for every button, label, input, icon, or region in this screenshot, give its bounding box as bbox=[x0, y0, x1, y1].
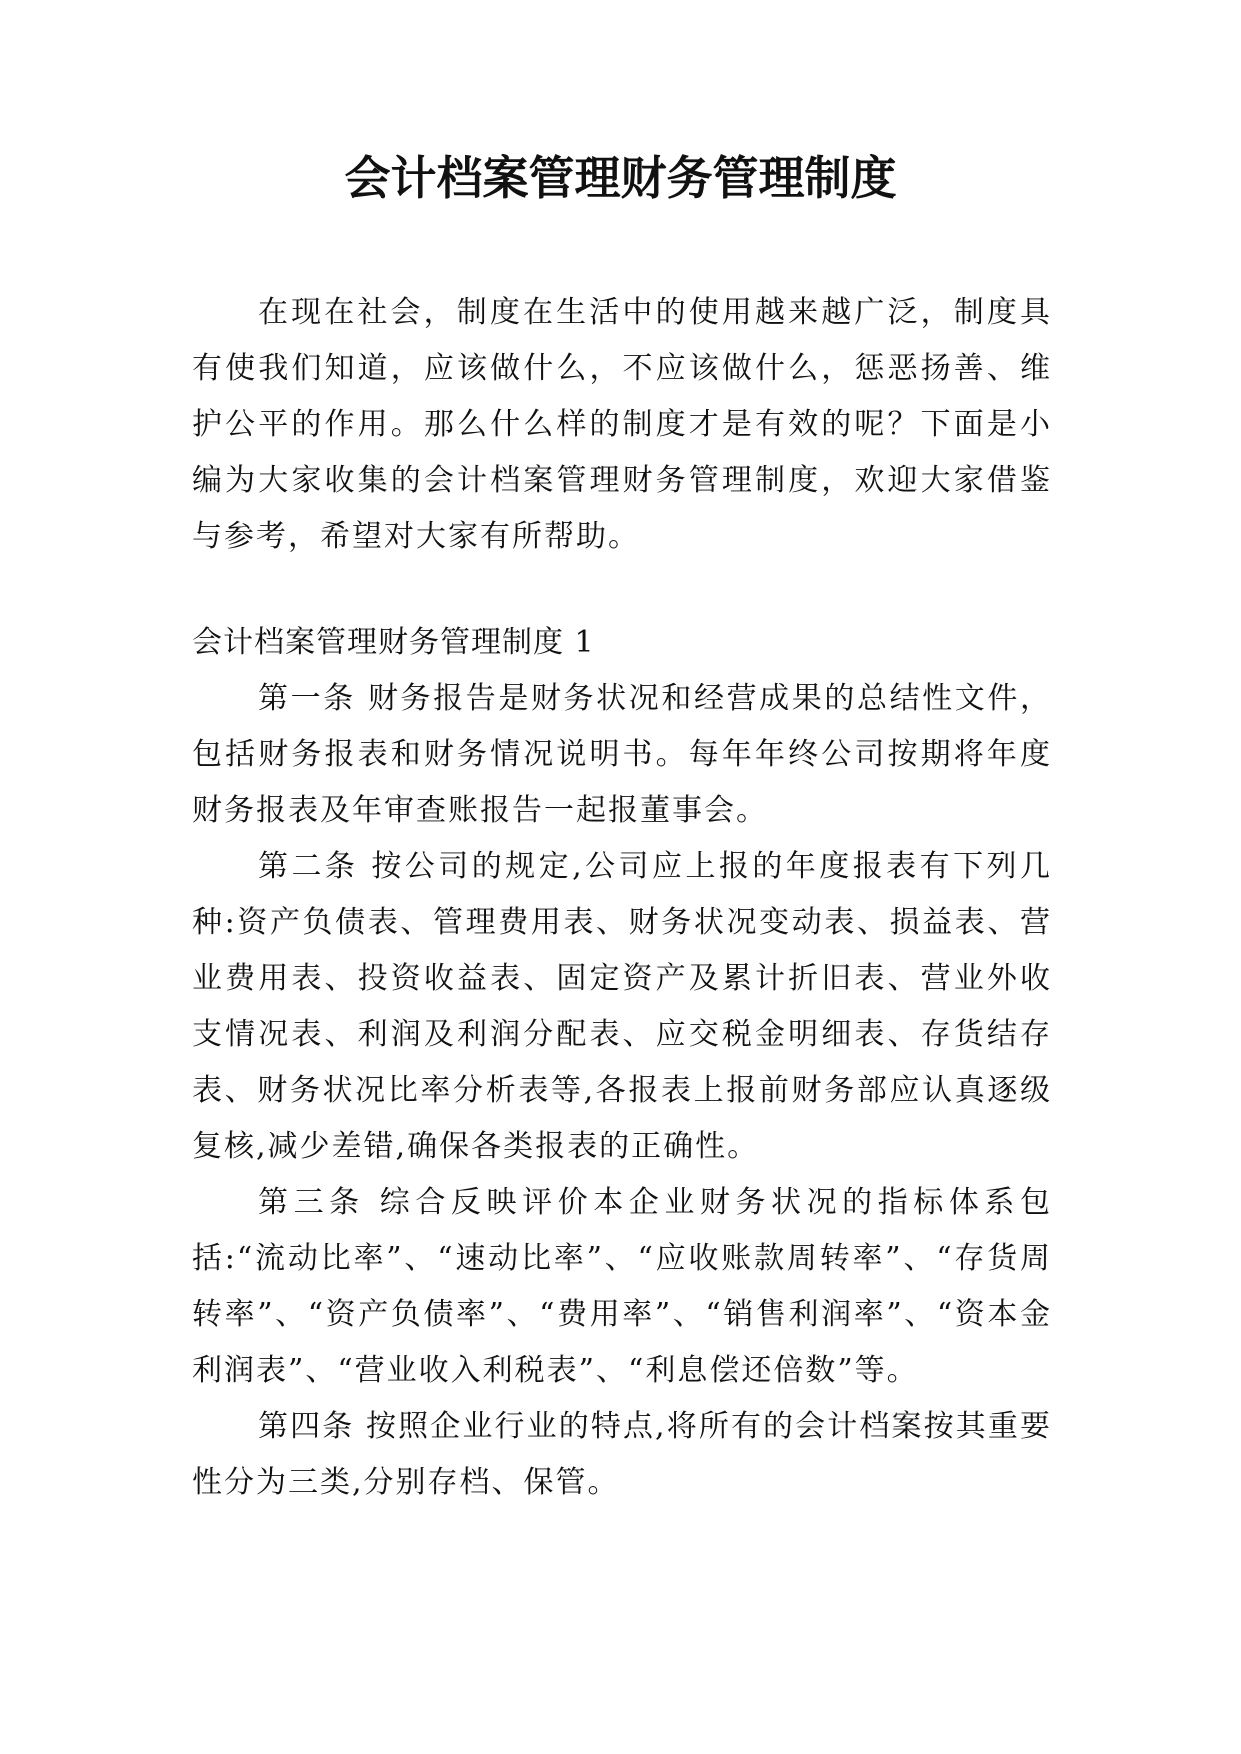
document-body bbox=[192, 285, 1052, 1511]
document-title: 会计档案管理财务管理制度 bbox=[344, 151, 897, 205]
article-2: 第二条 按公司的规定,公司应上报的年度报表有下列几种:资产负债表、管理费用表、财务状况变动表、损益表、营业费用表、投资收益表、固定资产及累计折旧表、营业外收支情况表、利润及利润分配表、应交税金明细表、存货结存表、财务状况比率分析表等,各报表上报前财务部应认真逐级复核,减少差错,确保各类报表的正确性。 bbox=[192, 849, 1052, 1164]
section-heading: 会计档案管理财务管理制度 1 bbox=[192, 625, 595, 660]
article-3: 第三条 综合反映评价本企业财务状况的指标体系包括:“流动比率”、“速动比率”、“应收账款周转率”、“存货周转率”、“资产负债率”、“费用率”、“销售利润率”、“资本金利润表”、“营业收入利税表”、“利息偿还倍数”等。 bbox=[192, 1185, 1052, 1388]
intro-paragraph: 在现在社会，制度在生活中的使用越来越广泛，制度具有使我们知道，应该做什么，不应该做什么，惩恶扬善、维护公平的作用。那么什么样的制度才是有效的呢？下面是小编为大家收集的会计档案管理财务管理制度，欢迎大家借鉴与参考，希望对大家有所帮助。 bbox=[192, 295, 1052, 554]
article-1: 第一条 财务报告是财务状况和经营成果的总结性文件，包括财务报表和财务情况说明书。每年年终公司按期将年度财务报表及年审查账报告一起报董事会。 bbox=[192, 681, 1052, 828]
article-4: 第四条 按照企业行业的特点,将所有的会计档案按其重要性分为三类,分别存档、保管。 bbox=[192, 1409, 1052, 1500]
